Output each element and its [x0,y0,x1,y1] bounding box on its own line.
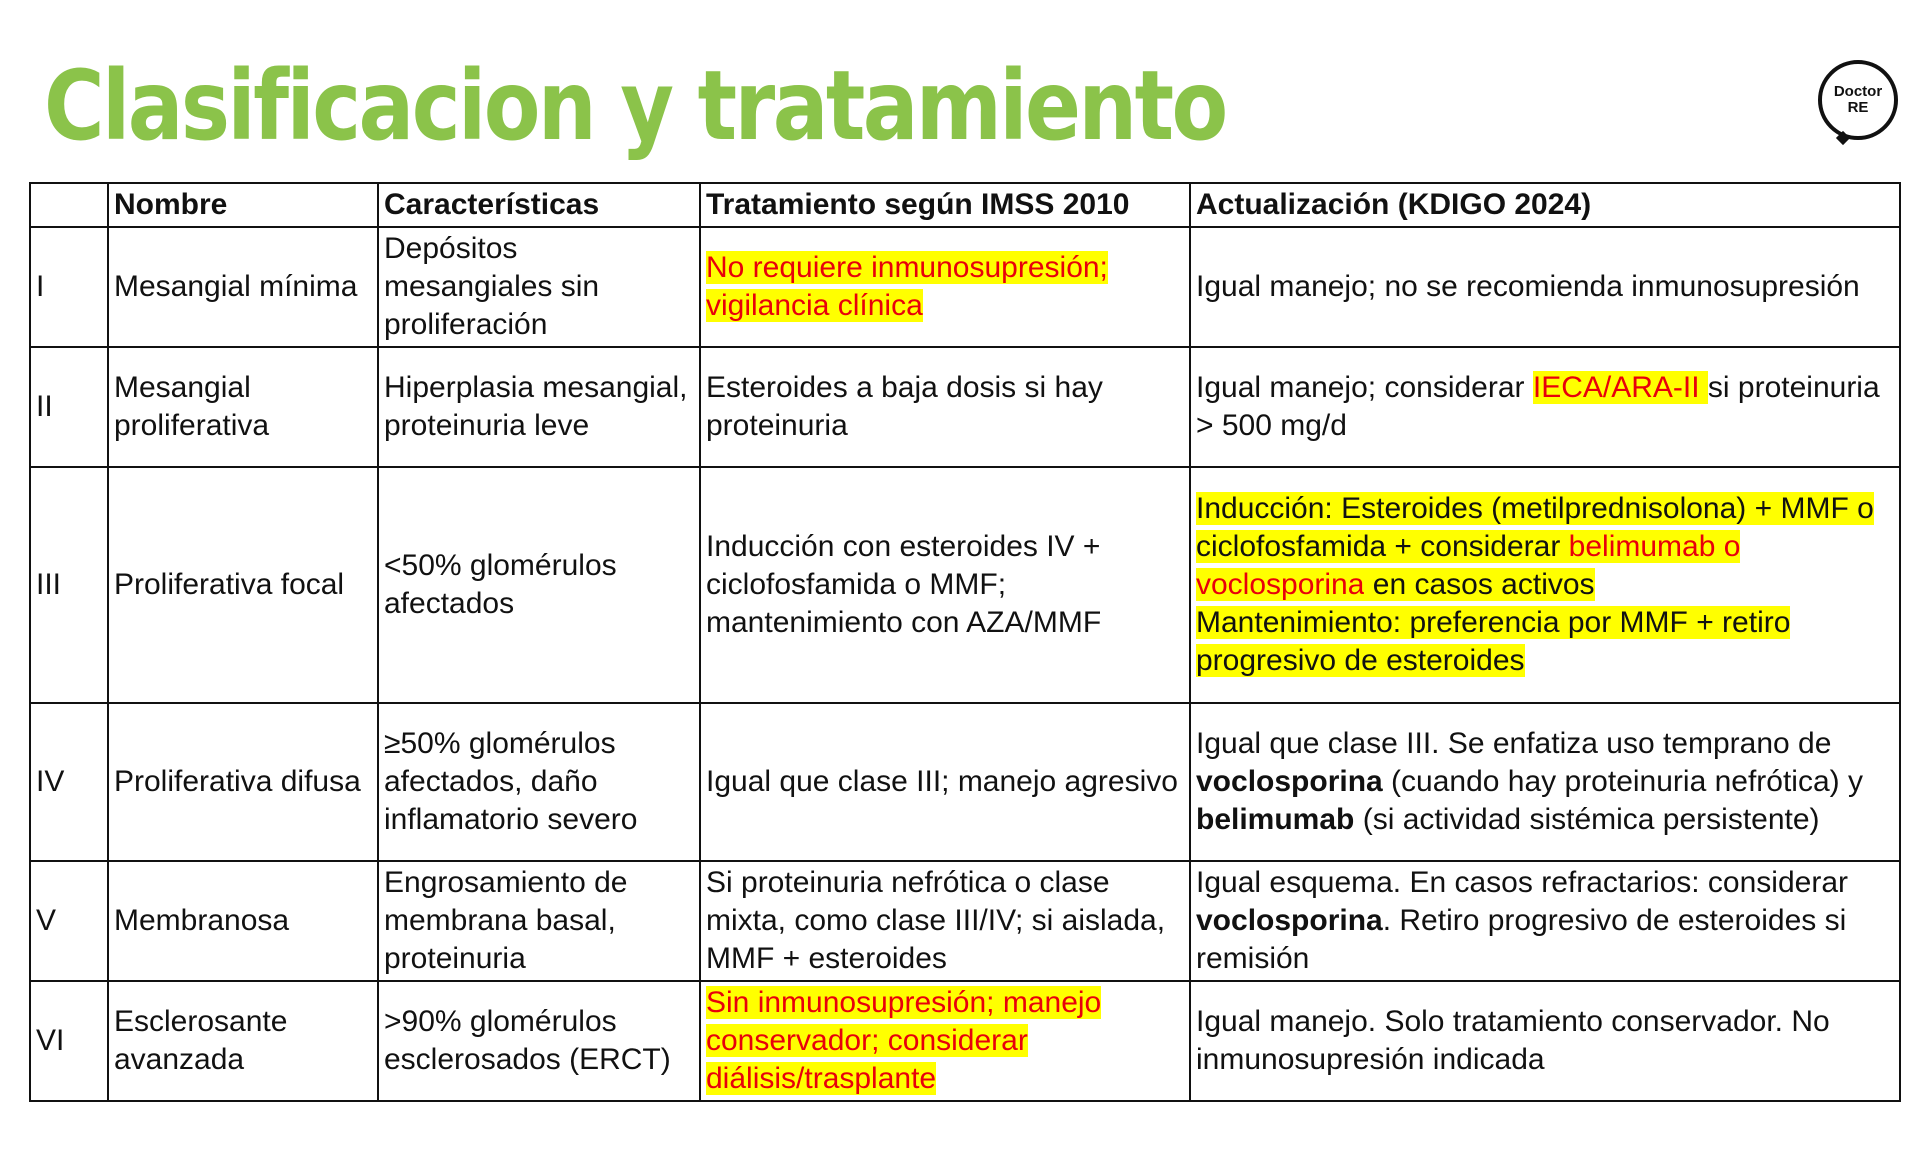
row-imss-cell: Inducción con esteroides IV + ciclofosfamida o MMF; mantenimiento con AZA/MMF [700,467,1190,703]
table-row [30,227,1900,347]
row-name-cell: Proliferativa focal [108,467,378,703]
row-imss-cell [700,981,1190,1101]
bold-drug-name: voclosporina [1196,765,1383,798]
table-row [30,981,1900,1101]
table-row [30,347,1900,467]
row-kdigo-cell: Igual manejo. Solo tratamiento conservador. No inmunosupresión indicada [1190,981,1900,1101]
page-title: Clasificacion y tratamiento [44,50,1226,162]
row-class-cell: III [30,467,108,703]
logo-line-2: RE [1847,99,1869,116]
highlighted-text: Sin inmunosupresión; manejo conservador; considerar diálisis/trasplante [706,986,1102,1095]
highlighted-text: Inducción: Esteroides (metilprednisolona) + MMF o ciclofosfamida + considerar [1196,492,1874,563]
row-imss-cell: Igual que clase III; manejo agresivo [700,703,1190,861]
row-kdigo-cell [1190,703,1900,861]
row-kdigo-cell [1190,467,1900,703]
header-kdigo: Actualización (KDIGO 2024) [1190,183,1900,227]
row-name-cell: Proliferativa difusa [108,703,378,861]
row-imss-cell: Esteroides a baja dosis si hay proteinuria [700,347,1190,467]
highlighted-text: en casos activos [1364,568,1595,601]
row-features-cell: Hiperplasia mesangial, proteinuria leve [378,347,700,467]
highlighted-text: IECA/ARA-II [1532,371,1708,404]
row-features-cell: Engrosamiento de membrana basal, proteinuria [378,861,700,981]
table-header-row [30,183,1900,227]
row-name-cell: Mesangial mínima [108,227,378,347]
highlighted-text: belimumab o voclosporina [1196,530,1741,601]
classification-table [29,182,1901,1102]
kdigo-text: (cuando hay proteinuria nefrótica) y [1382,765,1863,798]
table-row [30,703,1900,861]
kdigo-text: Igual que clase III. Se enfatiza uso temprano de [1196,727,1832,760]
kdigo-text: Igual esquema. En casos refractarios: considerar [1196,866,1848,899]
header-imss: Tratamiento según IMSS 2010 [700,183,1190,227]
row-kdigo-cell [1190,861,1900,981]
logo-line-1: Doctor [1833,83,1883,101]
highlighted-text: No requiere inmunosupresión; vigilancia clínica [706,251,1108,322]
row-name-cell: Mesangial proliferativa [108,347,378,467]
row-class-cell: V [30,861,108,981]
header-nombre: Nombre [108,183,378,227]
row-class-cell: VI [30,981,108,1101]
row-class-cell: I [30,227,108,347]
row-name-cell: Esclerosante avanzada [108,981,378,1101]
kdigo-text: si proteinuria > 500 mg/d [1196,371,1880,442]
bold-drug-name: voclosporina [1196,904,1383,937]
row-class-cell: II [30,347,108,467]
highlighted-text: Mantenimiento: preferencia por MMF + retiro progresivo de esteroides [1196,606,1791,677]
kdigo-text: Igual manejo; considerar [1196,371,1533,404]
header-caracteristicas: Características [378,183,700,227]
row-features-cell: ≥50% glomérulos afectados, daño inflamatorio severo [378,703,700,861]
row-features-cell: Depósitos mesangiales sin proliferación [378,227,700,347]
kdigo-text: (si actividad sistémica persistente) [1354,803,1820,836]
doctor-re-logo [1818,60,1898,140]
row-class-cell: IV [30,703,108,861]
row-kdigo-cell: Igual manejo; no se recomienda inmunosupresión [1190,227,1900,347]
row-imss-cell [700,227,1190,347]
row-imss-cell: Si proteinuria nefrótica o clase mixta, como clase III/IV; si aislada, MMF + esteroides [700,861,1190,981]
row-name-cell: Membranosa [108,861,378,981]
row-kdigo-cell [1190,347,1900,467]
kdigo-text: . Retiro progresivo de esteroides si remisión [1196,904,1847,975]
table-row [30,861,1900,981]
bold-drug-name: belimumab [1196,803,1355,836]
row-features-cell: <50% glomérulos afectados [378,467,700,703]
row-features-cell: >90% glomérulos esclerosados (ERCT) [378,981,700,1101]
header-clase [30,183,108,227]
table-row [30,467,1900,703]
